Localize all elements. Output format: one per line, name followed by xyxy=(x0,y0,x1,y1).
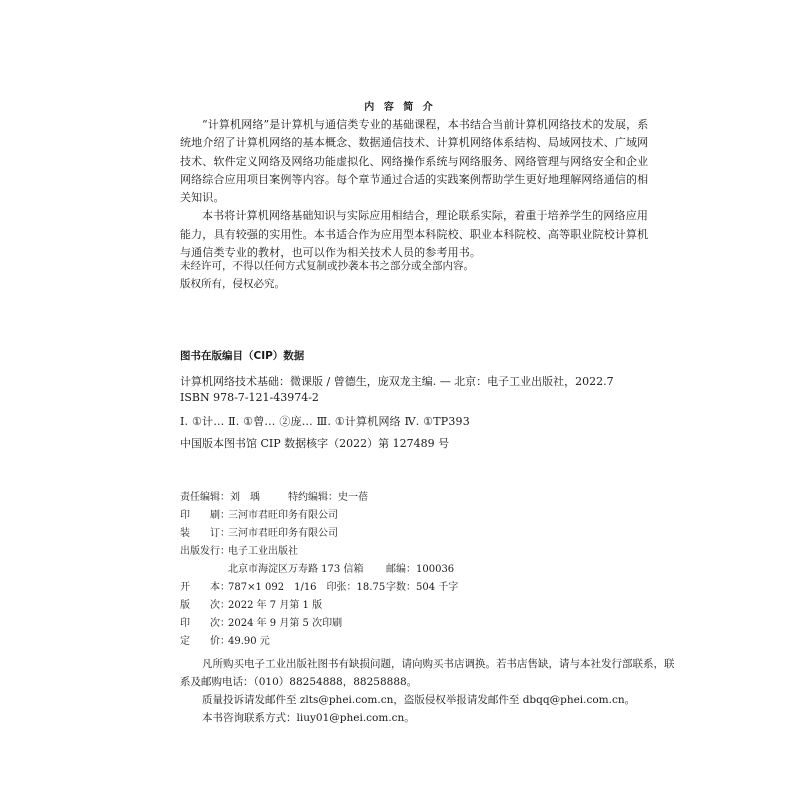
cip-heading: 图书在版编目（CIP）数据 xyxy=(180,350,305,362)
postcode-label: 邮编： xyxy=(386,564,416,575)
printer-row xyxy=(180,506,338,521)
publisher-value: 电子工业出版社 xyxy=(228,546,298,557)
binder-label: 装 订： xyxy=(180,528,230,539)
printing-label: 印 次： xyxy=(180,618,230,629)
special-editor-label: 特约编辑： xyxy=(288,492,338,503)
special-editor-name: 史一蓓 xyxy=(338,492,368,503)
rights-reserved: 版权所有，侵权必究。 xyxy=(180,278,285,290)
postcode-value: 100036 xyxy=(416,564,455,575)
editor-name: 刘 瑀 xyxy=(230,492,260,503)
word-count-row xyxy=(386,578,458,593)
postcode-row xyxy=(386,560,454,575)
publisher-row xyxy=(180,542,298,557)
format-value: 787×1 092 1/16 印张：18.75 xyxy=(228,582,386,593)
price-row xyxy=(180,632,270,647)
edition-label: 版 次： xyxy=(180,600,230,611)
publisher-label: 出版发行： xyxy=(180,546,230,557)
edition-row xyxy=(180,596,322,611)
intro-paragraph-2: 本书将计算机网络基础知识与实际应用相结合，理论联系实际，着重于培养学生的网络应用能力，具有较强的实用性。本书适合作为应用型本科院校、职业本科院校、高等职业院校计算机与通信类专业的教材，也可以作为相关技术人员的参考用书。 xyxy=(180,209,649,260)
isbn: ISBN 978-7-121-43974-2 xyxy=(180,391,319,404)
complaint-email-line: 质量投诉请发邮件至 zlts@phei.com.cn，盗版侵权举报请发邮件至 dbqq@phei.com.cn。 xyxy=(202,694,636,706)
price-label: 定 价： xyxy=(180,636,230,647)
footer-notice-line-2: 系及邮购电话：（010）88254888，88258888。 xyxy=(180,676,418,688)
page-title: 内 容 简 介 xyxy=(364,102,436,113)
printing-row xyxy=(180,614,342,629)
printer-label: 印 刷： xyxy=(180,510,230,521)
edition-value: 2022 年 7 月第 1 版 xyxy=(228,600,323,611)
copyright-notice: 未经许可，不得以任何方式复制或抄袭本书之部分或全部内容。 xyxy=(180,260,474,272)
intro-paragraph-1: “计算机网络”是计算机与通信类专业的基础课程，本书结合当前计算机网络技术的发展，系统地介绍了计算机网络的基本概念、数据通信技术、计算机网络体系结构、局域网技术、广域网技术、软件定义网络及网络功能虚拟化、网络操作系统与网络服务、网络管理与网络安全和企业网络综合应用项目案例等内容。每个章节通过合适的实践案例帮助学生更好地理解网络通信的相关知识。 xyxy=(180,118,649,205)
editor-label: 责任编辑： xyxy=(180,492,230,503)
editor-row xyxy=(180,488,260,503)
cip-record: 计算机网络技术基础：微课版 / 曾德生，庞双龙主编. — 北京：电子工业出版社，2022.7 xyxy=(180,375,614,388)
price-value: 49.90 元 xyxy=(228,636,270,647)
cip-number: 中国版本图书馆 CIP 数据核字（2022）第 127489 号 xyxy=(180,437,450,450)
content-introduction xyxy=(180,116,658,262)
format-row xyxy=(180,578,385,593)
cip-classification: Ⅰ. ①计… Ⅱ. ①曾… ②庞… Ⅲ. ①计算机网络 Ⅳ. ①TP393 xyxy=(180,415,470,428)
special-editor-row xyxy=(288,488,368,503)
printing-value: 2024 年 9 月第 5 次印刷 xyxy=(228,618,343,629)
binder-value: 三河市君旺印务有限公司 xyxy=(228,528,338,539)
publisher-address: 北京市海淀区万寿路 173 信箱 xyxy=(228,564,364,575)
binder-row xyxy=(180,524,338,539)
footer-notice-line-1: 凡所购买电子工业出版社图书有缺损问题，请向购买书店调换。若书店售缺，请与本社发行部联系，联 xyxy=(202,658,675,670)
printer-value: 三河市君旺印务有限公司 xyxy=(228,510,338,521)
word-count-label: 字数： xyxy=(386,582,416,593)
word-count-value: 504 千字 xyxy=(416,582,459,593)
format-label: 开 本： xyxy=(180,582,230,593)
contact-email-line: 本书咨询联系方式：liuy01@phei.com.cn。 xyxy=(202,712,415,724)
